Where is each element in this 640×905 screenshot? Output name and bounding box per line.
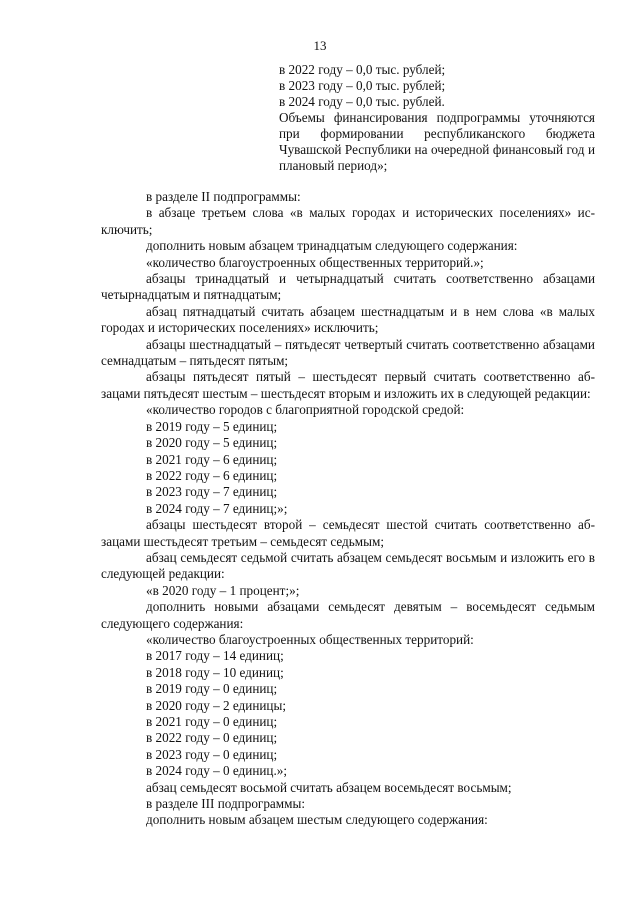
paragraph: абзацы тринадцатый и четырнадцатый считать соответственно абзацами четырнадцатым и пятнадцатым; <box>101 271 595 303</box>
paragraph: абзац семьдесят седьмой считать абзацем семьдесят восьмым и изложить его в следующей редакции: <box>101 549 595 582</box>
paragraph: «количество благоустроенных общественных территорий.»; <box>146 254 484 270</box>
paragraph: в разделе III подпрограммы: <box>146 796 306 812</box>
paragraph: в 2019 году – 5 единиц; <box>146 418 278 434</box>
paragraph: «количество городов с благоприятной городской средой: <box>146 402 465 418</box>
amendment-body <box>101 189 595 829</box>
paragraph: в абзаце третьем слова «в малых городах и исторических поселениях» исключить; <box>101 205 595 237</box>
paragraph: в разделе II подпрограммы: <box>146 189 301 204</box>
paragraph: в 2023 году – 0 единиц; <box>146 746 278 762</box>
paragraph: абзац семьдесят восьмой считать абзацем восемьдесят восьмым; <box>146 779 512 795</box>
paragraph: в 2024 году – 0 единиц.»; <box>146 763 288 779</box>
paragraph: «количество благоустроенных общественных территорий: <box>146 631 474 647</box>
paragraph: в 2017 году – 14 единиц; <box>146 648 284 664</box>
funding-closing-text: Объемы финансирования подпрограммы уточняются при формировании республиканского бюджета Чувашской Республики на очередной финансовый год и плановый период»; <box>279 110 595 173</box>
funding-quote-block <box>279 62 595 174</box>
paragraph: дополнить новым абзацем тринадцатым следующего содержания: <box>146 238 518 254</box>
paragraph: дополнить новыми абзацами семьдесят девятым – восемьдесят седьмым следующего содержания: <box>101 599 595 631</box>
paragraph: абзацы шестьдесят второй – семьдесят шестой считать соответственно абзацами шестьдесят третьим – семьдесят седьмым; <box>101 517 595 549</box>
page-number: 13 <box>313 38 327 53</box>
funding-line-2022: в 2022 году – 0,0 тыс. рублей; <box>279 62 446 77</box>
paragraph: в 2019 году – 0 единиц; <box>146 681 278 697</box>
paragraph: в 2018 году – 10 единиц; <box>146 664 284 680</box>
paragraph: дополнить новым абзацем шестым следующего содержания: <box>146 812 488 828</box>
paragraph: в 2024 году – 7 единиц;»; <box>146 500 288 516</box>
funding-line-2023: в 2023 году – 0,0 тыс. рублей; <box>279 78 446 93</box>
paragraph: в 2020 году – 2 единицы; <box>146 697 287 713</box>
paragraph: в 2022 году – 6 единиц; <box>146 467 278 483</box>
paragraph: абзац пятнадцатый считать абзацем шестнадцатым и в нем слова «в малых городах и исторических поселениях» исключить; <box>101 303 595 336</box>
paragraph: в 2020 году – 5 единиц; <box>146 435 278 451</box>
paragraph: в 2021 году – 6 единиц; <box>146 451 278 467</box>
paragraph: в 2021 году – 0 единиц; <box>146 714 278 729</box>
paragraph: в 2023 году – 7 единиц; <box>146 484 278 500</box>
paragraph: абзацы шестнадцатый – пятьдесят четвертый считать соответственно абзацами семнадцатым – пятьдесят пятым; <box>101 336 595 369</box>
paragraph: в 2022 году – 0 единиц; <box>146 730 278 746</box>
funding-line-2024: в 2024 году – 0,0 тыс. рублей. <box>279 94 445 109</box>
paragraph: абзацы пятьдесят пятый – шестьдесят первый считать соответственно абзацами пятьдесят шестым – шестьдесят вторым и изложить их в следующей редакции: <box>101 369 595 401</box>
paragraph: «в 2020 году – 1 процент;»; <box>146 582 300 598</box>
